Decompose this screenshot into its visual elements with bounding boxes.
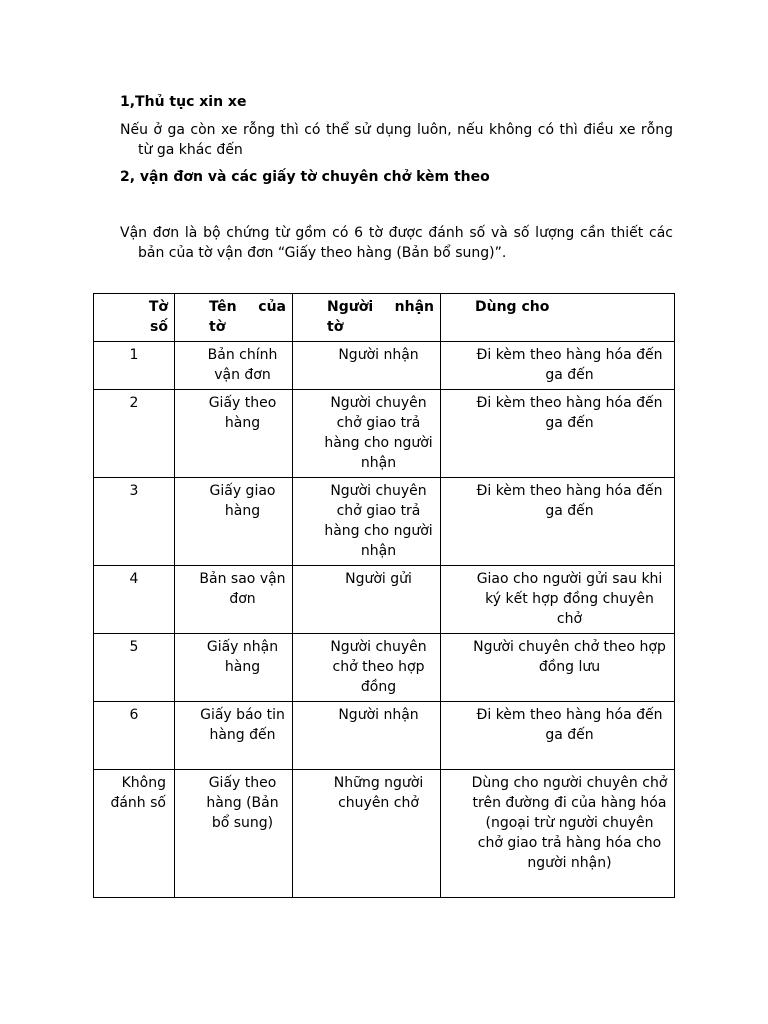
- table-row: [94, 390, 675, 478]
- row-number: 3: [94, 478, 175, 566]
- row-document-name: Giấy nhận hàng: [175, 634, 293, 702]
- header-use: Dùng cho: [441, 294, 675, 342]
- row-receiver: Những người chuyên chở: [293, 770, 441, 898]
- row-use: Dùng cho người chuyên chở trên đường đi của hàng hóa (ngoại trừ người chuyên chở giao trả hàng hóa cho người nhận): [441, 770, 675, 898]
- row-receiver: Người nhận: [293, 342, 441, 390]
- row-use: Giao cho người gửi sau khi ký kết hợp đồng chuyên chở: [441, 566, 675, 634]
- table-row: [94, 566, 675, 634]
- row-use: Đi kèm theo hàng hóa đến ga đến: [441, 702, 675, 770]
- row-receiver: Người chuyên chở theo hợp đồng: [293, 634, 441, 702]
- table-row: [94, 702, 675, 770]
- section1-line2: từ ga khác đến: [138, 142, 243, 158]
- row-use: Đi kèm theo hàng hóa đến ga đến: [441, 478, 675, 566]
- table-row: [94, 770, 675, 898]
- row-document-name: Giấy giao hàng: [175, 478, 293, 566]
- section2-title: 2, vận đơn và các giấy tờ chuyên chở kèm theo: [120, 169, 490, 185]
- table-row: [94, 342, 675, 390]
- row-use: Đi kèm theo hàng hóa đến ga đến: [441, 342, 675, 390]
- row-number: 6: [94, 702, 175, 770]
- table-row: [94, 478, 675, 566]
- section1-line1: Nếu ở ga còn xe rỗng thì có thể sử dụng luôn, nếu không có thì điều xe rỗng: [120, 122, 673, 138]
- row-document-name: Giấy theo hàng (Bản bổ sung): [175, 770, 293, 898]
- row-receiver: Người chuyên chở giao trả hàng cho người nhận: [293, 478, 441, 566]
- table-header-row: [94, 294, 675, 342]
- row-receiver: Người chuyên chở giao trả hàng cho người nhận: [293, 390, 441, 478]
- documents-table: [93, 293, 675, 898]
- row-use: Đi kèm theo hàng hóa đến ga đến: [441, 390, 675, 478]
- section2-line2: bản của tờ vận đơn “Giấy theo hàng (Bản bổ sung)”.: [138, 245, 507, 261]
- row-document-name: Giấy theo hàng: [175, 390, 293, 478]
- row-number: 5: [94, 634, 175, 702]
- section2-paragraph: [120, 223, 673, 263]
- row-use: Người chuyên chở theo hợp đồng lưu: [441, 634, 675, 702]
- table-row: [94, 634, 675, 702]
- header-no: Tờ số: [94, 294, 175, 342]
- header-name: Tên của tờ: [175, 294, 293, 342]
- section2-line1: Vận đơn là bộ chứng từ gồm có 6 tờ được đánh số và số lượng cần thiết các: [120, 225, 673, 241]
- row-number: 2: [94, 390, 175, 478]
- header-receiver: Người nhận tờ: [293, 294, 441, 342]
- row-receiver: Người nhận: [293, 702, 441, 770]
- row-document-name: Bản chính vận đơn: [175, 342, 293, 390]
- section1-paragraph: [120, 120, 673, 160]
- row-number: 1: [94, 342, 175, 390]
- section1-title: 1,Thủ tục xin xe: [120, 94, 247, 110]
- row-receiver: Người gửi: [293, 566, 441, 634]
- row-number: 4: [94, 566, 175, 634]
- row-document-name: Giấy báo tin hàng đến: [175, 702, 293, 770]
- row-document-name: Bản sao vận đơn: [175, 566, 293, 634]
- row-number: Không đánh số: [94, 770, 175, 898]
